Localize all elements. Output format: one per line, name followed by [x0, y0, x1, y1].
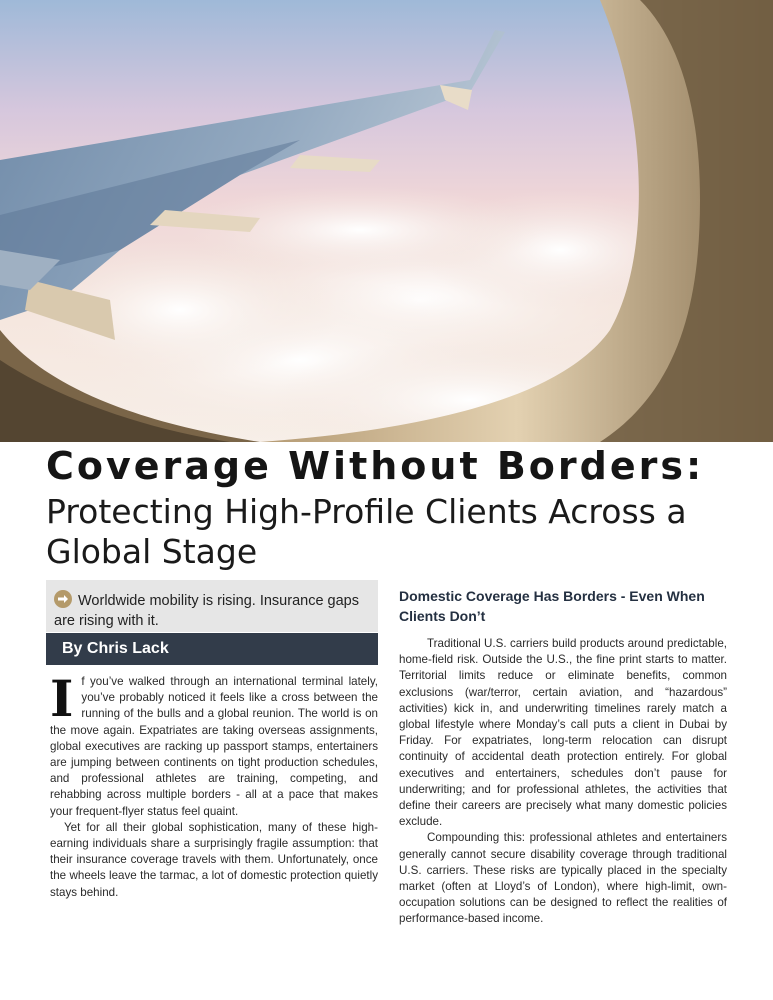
left-column	[50, 669, 378, 901]
hero-illustration	[0, 0, 773, 442]
article-title-line1: Coverage Without Borders:	[46, 444, 705, 488]
article-title-line2: Protecting High-Profile Clients Across a Global Stage	[46, 492, 687, 571]
callout-box	[46, 580, 378, 632]
right-column	[399, 586, 727, 928]
body-paragraph-2: Yet for all their global sophistication, many of these high-earning individuals share a surprisingly fragile assumption: that their insurance coverage travels with them. Unfortunately, once the wheels leave the tarmac, a lot of domestic protection quietly stays behind.	[50, 820, 378, 899]
author-byline: By Chris Lack	[46, 633, 378, 665]
drop-cap: I	[50, 669, 74, 728]
hero-image-airplane-window	[0, 0, 773, 442]
callout-text: Worldwide mobility is rising. Insurance gaps are rising with it.	[54, 593, 359, 629]
body-paragraph-3: Traditional U.S. carriers build products around predictable, home-field risk. Outside the U.S., the fine print starts to matter. Territorial limits reduce or eliminate benefits, common exclusions (war/terror, certain aviation, and “hazardous” activities) kick in, and underwriting timelines rarely match a global lifestyle where Monday’s call puts a client in Dubai by Friday. For expatriates, long-term relocation can disrupt continuity of accidental death protection entirely. For global executives and entertainers, schedules don’t pause for underwriting; and for professional athletes, the activities that define their careers are precisely what many domestic policies exclude.	[399, 637, 727, 829]
body-paragraph-1-text: f you’ve walked through an international terminal lately, you’ve probably noticed it feels like a cross between the running of the bulls and a global reunion. The world is on the move again. Expatriates are taking overseas assignments, global executives are racking up passport stamps, entertainers are jumping between continents on tight production schedules, and professional athletes are training, competing, and rehabbing across multiple borders - all at a pace that makes your frequent-flyer status feel quaint.	[50, 675, 378, 818]
arrow-right-circle-icon	[54, 590, 72, 608]
body-paragraph-1	[50, 669, 378, 820]
body-paragraph-4: Compounding this: professional athletes and entertainers generally cannot secure disability coverage through traditional U.S. carriers. These risks are typically placed in the specialty market (often at Lloyd’s of London), where high-limit, own-occupation solutions can be designed to reflect the realities of performance-based income.	[399, 831, 727, 926]
section-heading: Domestic Coverage Has Borders - Even When Clients Don’t	[399, 588, 705, 624]
